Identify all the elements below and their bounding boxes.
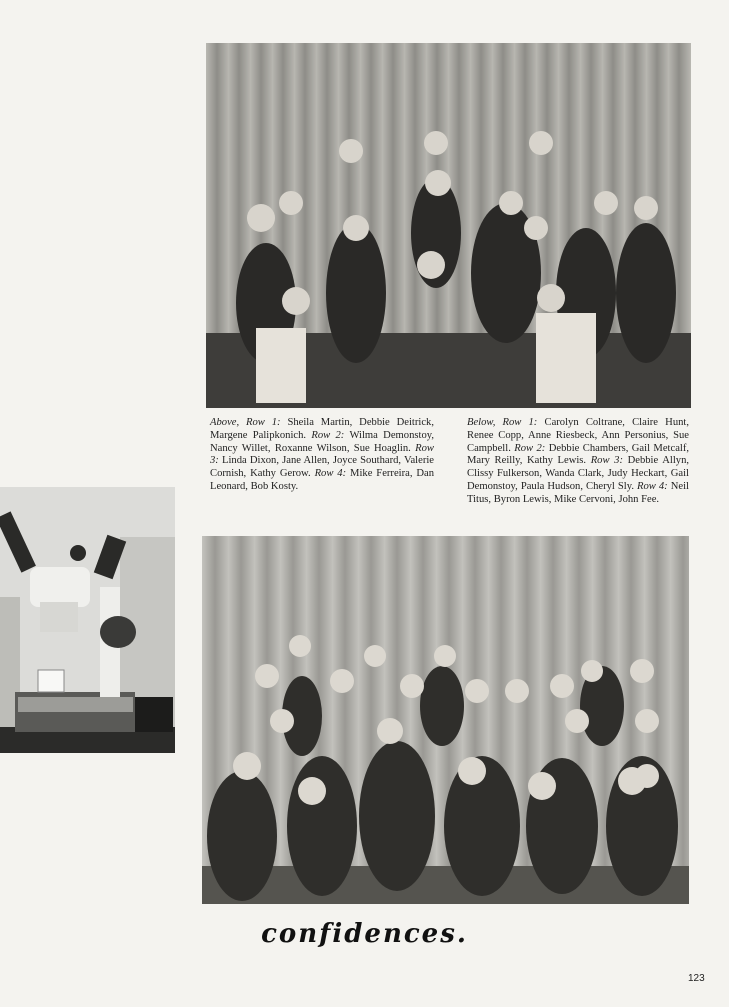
caption-names: Linda Dixon, Jane Allen, Joyce Southard, Valerie Cornish, Kathy Gerow. bbox=[210, 455, 434, 480]
caption-above bbox=[210, 417, 434, 494]
page-heading: confidences. bbox=[261, 919, 468, 949]
group-photo-bottom bbox=[202, 536, 689, 904]
caption-names: Wilma Demonstoy, Nancy Willet, Roxanne Wilson, Sue Hoaglin. bbox=[210, 429, 434, 454]
group-photo-top bbox=[206, 43, 691, 408]
caption-label: Row 2: bbox=[311, 429, 345, 441]
caption-label: Row 3: bbox=[590, 455, 623, 467]
caption-label: Row 4: bbox=[637, 480, 668, 492]
caption-names: Neil Titus, Byron Lewis, Mike Cervoni, John Fee. bbox=[467, 480, 689, 505]
page-number: 123 bbox=[688, 973, 705, 984]
caption-below bbox=[467, 417, 689, 507]
caption-label: Row 2: bbox=[514, 442, 546, 454]
caption-names: Mike Ferreira, Dan Leonard, Bob Kosty. bbox=[210, 468, 435, 492]
microscope-photo bbox=[0, 487, 175, 753]
caption-names: Debbie Chambers, Gail Metcalf, Mary Reilly, Kathy Lewis. bbox=[467, 442, 690, 467]
caption-names: Debbie Allyn, Clissy Fulkerson, Wanda Clark, Judy Heckart, Gail Demonstoy, Paula Hudson, Cheryl Sly. bbox=[467, 455, 690, 492]
caption-names: Carolyn Coltrane, Claire Hunt, Renee Copp, Anne Riesbeck, Ann Personius, Sue Campbell. bbox=[467, 417, 689, 454]
caption-label: Row 3: bbox=[210, 442, 434, 467]
caption-label: Above, Row 1: bbox=[210, 417, 281, 428]
caption-names: Sheila Martin, Debbie Deitrick, Margene Palipkonich. bbox=[210, 417, 434, 441]
caption-label: Below, Row 1: bbox=[467, 417, 538, 428]
caption-label: Row 4: bbox=[314, 468, 347, 480]
